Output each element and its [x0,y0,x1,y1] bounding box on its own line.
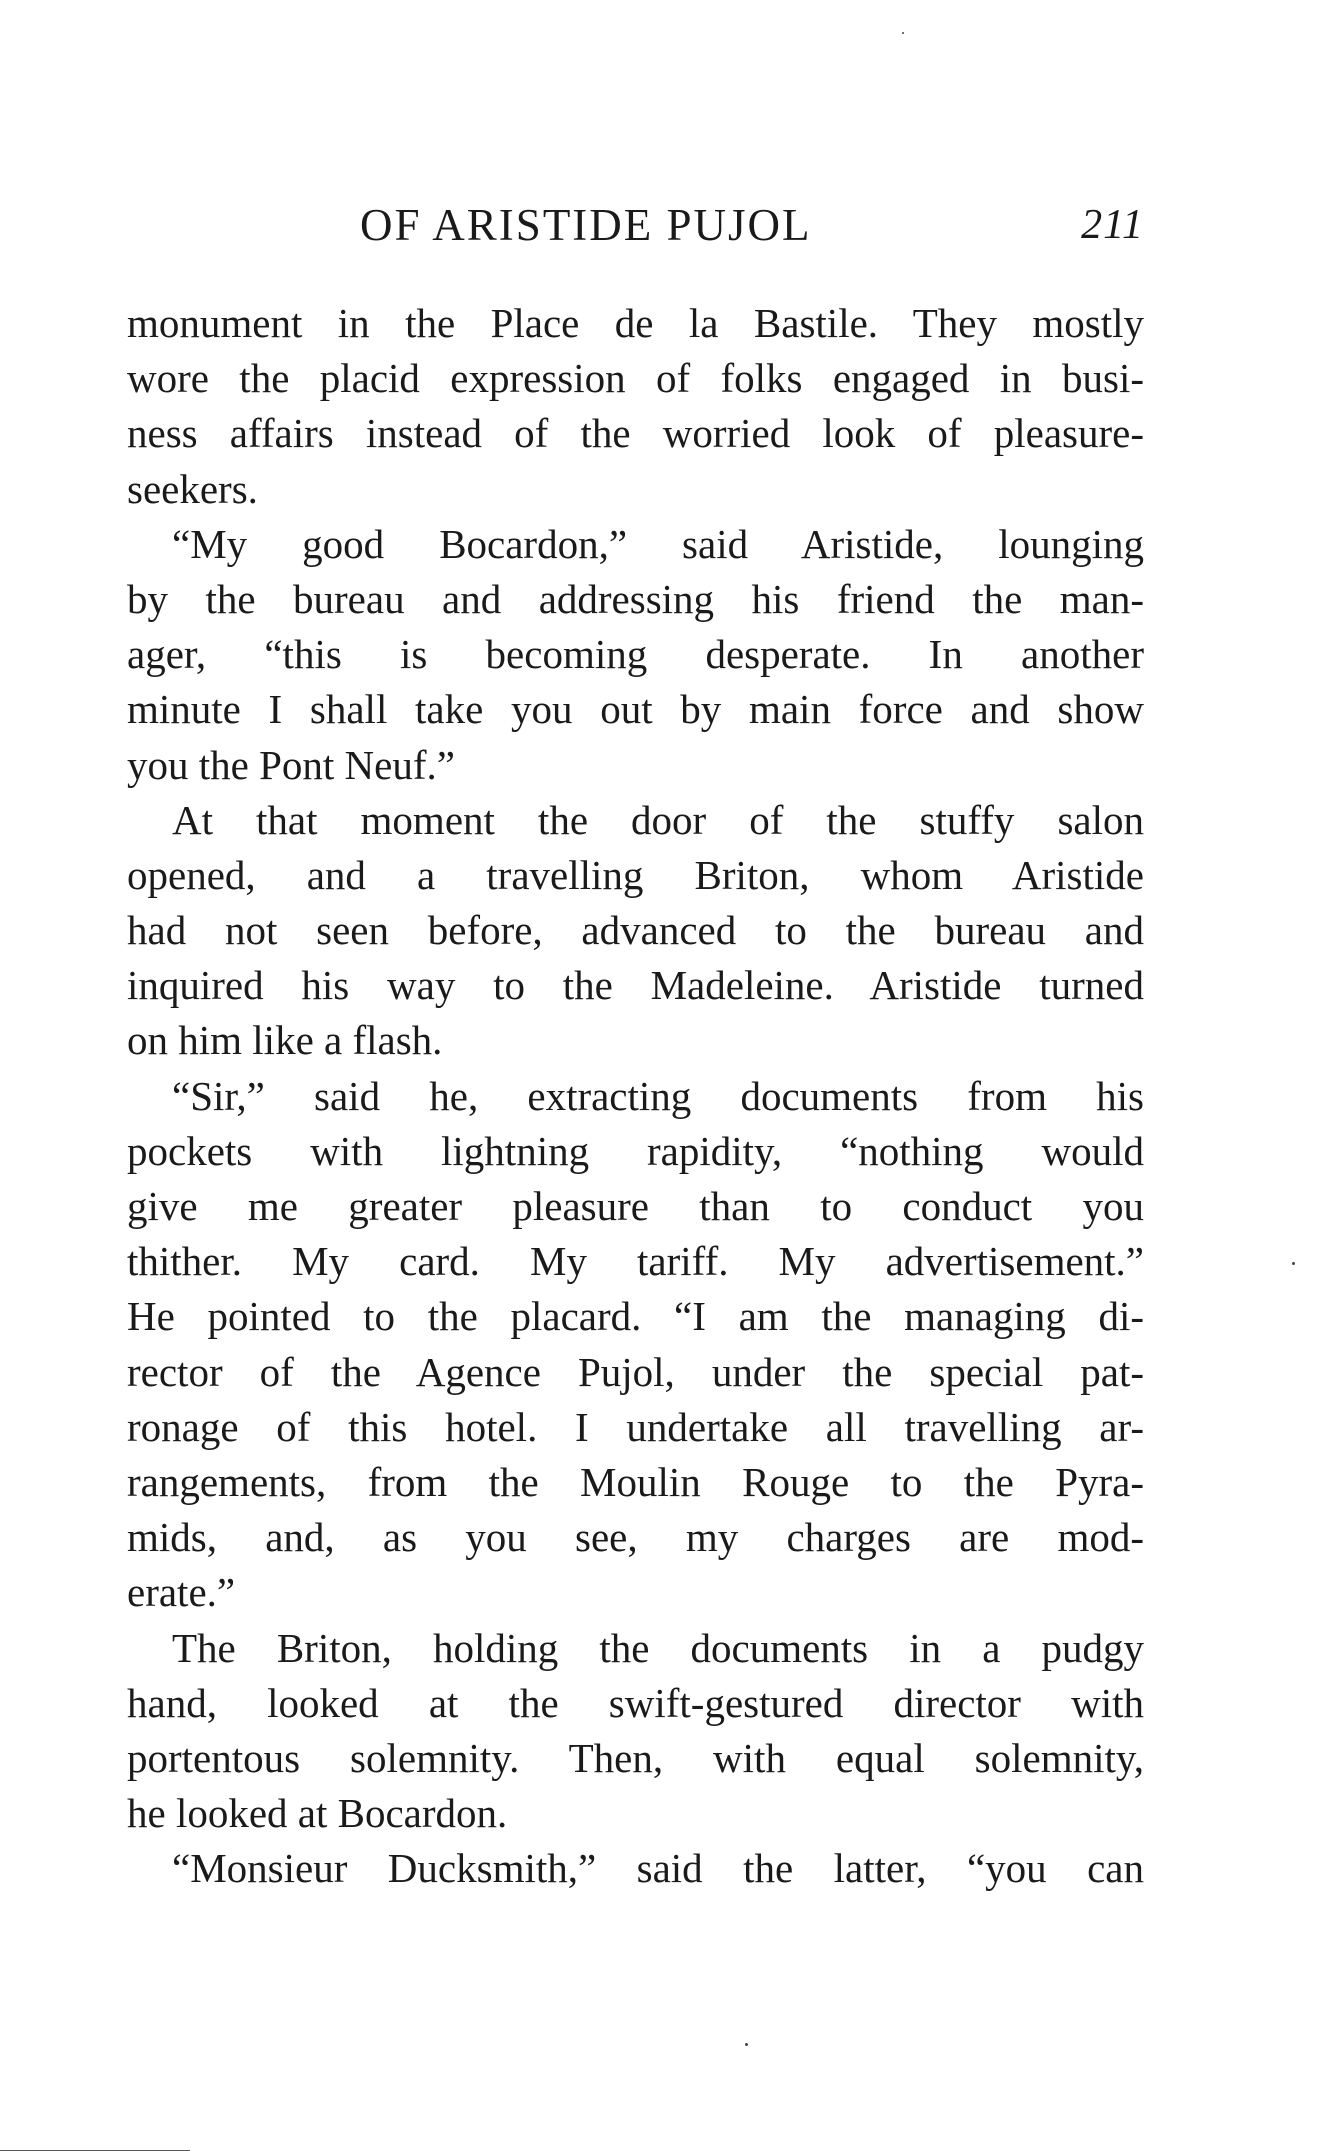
text-line: portentous solemnity. Then, with equal solemnity, [127,1734,1144,1781]
text-line: minute I shall take you out by main force and show [127,686,1144,733]
text-line: “Monsieur Ducksmith,” said the latter, “you can [172,1845,1144,1892]
text-line: inquired his way to the Madeleine. Aristide turned [127,962,1144,1009]
text-line: opened, and a travelling Briton, whom Aristide [127,851,1144,898]
text-line: “My good Bocardon,” said Aristide, lounging [172,520,1144,567]
page-number: 211 [1081,202,1144,248]
text-line: on him like a flash. [127,1017,443,1064]
text-line: ager, “this is becoming desperate. In another [127,631,1144,678]
paper-speck [902,32,904,34]
paper-speck [1292,1262,1295,1265]
text-line: erate.” [127,1569,236,1616]
text-line: ronage of this hotel. I undertake all travelling ar- [127,1403,1144,1450]
text-line: you the Pont Neuf.” [127,741,455,788]
text-line: hand, looked at the swift-gestured director with [127,1679,1144,1726]
text-line: The Briton, holding the documents in a pudgy [172,1624,1144,1671]
text-line: rector of the Agence Pujol, under the special pat- [127,1348,1144,1395]
paper-speck [745,2043,748,2046]
body-text [127,296,1144,1896]
running-head [127,195,1144,255]
text-line: mids, and, as you see, my charges are mod- [127,1514,1144,1561]
text-line: ness affairs instead of the worried look of pleasure- [127,410,1144,457]
text-line: “Sir,” said he, extracting documents from his [172,1072,1144,1119]
text-line: monument in the Place de la Bastile. They mostly [127,300,1144,346]
text-line: had not seen before, advanced to the bureau and [127,907,1144,954]
text-line: give me greater pleasure than to conduct you [127,1183,1144,1229]
text-line: he looked at Bocardon. [127,1790,508,1837]
text-line: thither. My card. My tariff. My advertisement.” [127,1238,1144,1285]
text-line: pockets with lightning rapidity, “nothing would [127,1127,1144,1174]
text-line: rangements, from the Moulin Rouge to the Pyra- [127,1458,1144,1505]
text-line: by the bureau and addressing his friend the man- [127,575,1144,622]
text-line: seekers. [127,465,258,512]
text-line: wore the placid expression of folks engaged in busi- [127,355,1144,402]
text-line: He pointed to the placard. “I am the managing di- [127,1293,1144,1340]
running-title: OF ARISTIDE PUJOL [360,200,812,250]
text-line: At that moment the door of the stuffy salon [172,796,1144,843]
